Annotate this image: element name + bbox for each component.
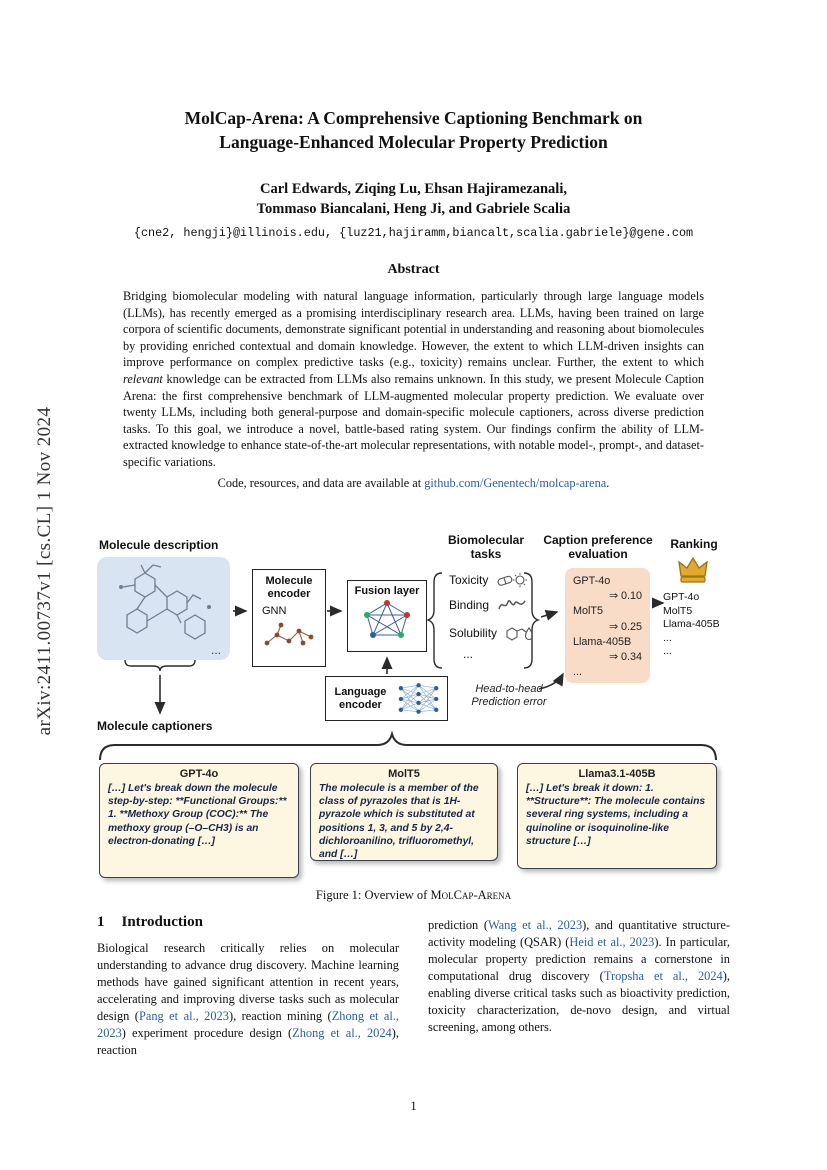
figure-caption <box>97 888 730 903</box>
authors-line-1: Carl Edwards, Ziqing Lu, Ehsan Hajiramezanali, <box>260 181 567 197</box>
text-run: ), reaction mining ( <box>228 1009 332 1023</box>
arxiv-watermark: arXiv:2411.00737v1 [cs.CL] 1 Nov 2024 <box>34 406 55 736</box>
ranking-label: Ranking <box>670 537 718 551</box>
biomolecular-tasks-label: Biomolecular tasks <box>447 533 525 561</box>
task-binding-label: Binding <box>449 598 490 612</box>
ranking-item-1: GPT-4o <box>663 591 700 603</box>
paper-header <box>97 0 730 240</box>
citation-link[interactable]: Heid et al., 2023 <box>569 935 655 949</box>
captioner-title-molt5: MolT5 <box>388 768 420 780</box>
preference-more: ... <box>573 666 582 679</box>
figure-caption-name: MolCap-Arena <box>430 888 512 902</box>
head-to-head-label: Head-to-head Prediction error <box>471 683 547 708</box>
molecule-structure-panel <box>97 557 230 660</box>
text-run: ), reaction <box>97 1026 399 1057</box>
binding-ribbon-icon <box>498 597 526 613</box>
intro-paragraph-left <box>97 940 399 1059</box>
title-line-2: Language-Enhanced Molecular Property Prediction <box>219 132 608 152</box>
ranking-item-3: Llama-405B <box>663 618 720 630</box>
left-column <box>97 914 399 1059</box>
task-binding <box>449 597 526 613</box>
figure-1-diagram <box>97 533 730 886</box>
task-more <box>463 647 473 661</box>
language-network-icon <box>394 680 443 718</box>
captioner-box-gpt4o <box>99 763 299 878</box>
captioner-title-gpt4o: GPT-4o <box>179 768 219 780</box>
availability-prefix: Code, resources, and data are available at <box>217 475 425 490</box>
gnn-graph-icon <box>261 617 317 653</box>
right-column <box>428 914 730 1059</box>
molecule-captioners-label: Molecule captioners <box>97 719 213 733</box>
language-encoder-box <box>325 676 448 721</box>
captioner-text-molt5: The molecule is a member of the class of pyrazoles that is 1H-pyrazole which is substituted at positions 1, 3, and 5 by 2,4-dichloroanilino, trifluoromethyl, and […] <box>319 783 479 861</box>
text-run: ). In particular, molecular property prediction remains a cornerstone in computational drug discovery ( <box>428 935 730 983</box>
preference-score-3: ⇒ 0.34 <box>608 651 642 664</box>
task-toxicity <box>449 571 527 589</box>
text-run: relevant <box>123 371 163 386</box>
text-run: ), and quantitative structure-activity modeling (QSAR) ( <box>428 918 731 949</box>
task-solubility-label: Solubility <box>449 626 498 640</box>
ranking-item-2: MolT5 <box>663 604 693 617</box>
molecule-ellipsis: ... <box>210 643 221 657</box>
captioner-text-gpt4o: […] Let's break down the molecule step-by-step: **Functional Groups:** 1. **Methoxy Group (COC):** The methoxy group (–O–CH3) is an electron-donating […] <box>108 783 287 847</box>
text-run: knowledge can be extracted from LLMs also remains unknown. In this study, we present Molecule Caption Arena: the first comprehensive benchmark of LLM-augmented molecular property prediction. We evaluate over twenty LLMs, including both general-purpose and domain-specific molecule captioners, across diverse prediction tasks. To this goal, we introduce a novel, battle-based rating system. Our findings confirm the ability of LLM-extracted knowledge to enhance state-of-the-art molecular representations, with notable model-, prompt-, and dataset-specific variations. <box>123 371 704 469</box>
fusion-layer-box <box>347 580 427 652</box>
page-number: 1 <box>410 1099 417 1113</box>
section-number: 1 <box>97 914 105 930</box>
fusion-network-icon <box>360 597 414 641</box>
citation-link[interactable]: Zhong et al., 2023 <box>97 1009 400 1040</box>
preference-score-1: ⇒ 0.10 <box>608 590 642 603</box>
author-emails: {cne2, hengji}@illinois.edu, {luz21,hajiramm,biancalt,scalia.gabriele}@gene.com <box>133 226 694 240</box>
citation-link[interactable]: Zhong et al., 2024 <box>292 1026 392 1040</box>
caption-preference-label: Caption preference evaluation <box>543 533 653 561</box>
captioner-title-llama: Llama3.1-405B <box>578 768 656 780</box>
task-more-label: ... <box>463 647 474 661</box>
ranking-item-4: ... <box>663 631 672 644</box>
paper-title <box>97 106 730 154</box>
body-columns <box>97 914 730 1059</box>
preference-box <box>565 568 650 683</box>
preference-model-3: Llama-405B <box>573 635 632 648</box>
solubility-droplet-icon <box>506 624 534 642</box>
citation-link[interactable]: Pang et al., 2023 <box>138 1009 229 1023</box>
captioner-box-llama <box>517 763 717 869</box>
captioner-box-molt5 <box>310 763 498 861</box>
author-list <box>97 179 730 219</box>
gnn-label: GNN <box>262 605 287 617</box>
captioner-text-llama: […] Let's break it down: 1. **Structure**: The molecule contains several ring systems, including a quinoline or isoquinoline-like structure […] <box>526 783 706 847</box>
ranking-list <box>663 591 720 659</box>
preference-model-1: GPT-4o <box>573 575 611 587</box>
preference-model-2: MolT5 <box>573 605 603 618</box>
fusion-layer-title: Fusion layer <box>354 585 420 597</box>
abstract-section <box>97 262 730 491</box>
section-1-heading <box>97 914 399 931</box>
crown-icon <box>676 555 710 585</box>
text-run: Bridging biomolecular modeling with natural language information, particularly through large language models (LLMs), has recently emerged as a promising interdisciplinary research area. LLMs, having been trained on large corpora of scientific documents, demonstrate significant potential in understanding and reasoning about biomolecules by providing enriched contextual and domain knowledge. However, the extent to which LLM-driven insights can improve performance on complex predictive tasks (e.g., toxicity) remains unclear. Further, the extent to which <box>123 289 704 370</box>
molecule-encoder-title: Molecule encoder <box>265 575 313 600</box>
citation-link[interactable]: Wang et al., 2023 <box>487 918 583 932</box>
task-toxicity-label: Toxicity <box>449 573 489 587</box>
text-run: ), enabling diverse critical tasks such as bioactivity prediction, toxicity characterization, de-novo design, and virtual screening, among others. <box>428 969 730 1034</box>
ranking-item-5: ... <box>663 645 672 657</box>
abstract-heading: Abstract <box>387 262 440 277</box>
citation-link[interactable]: Tropsha et al., 2024 <box>603 969 723 983</box>
section-title: Introduction <box>121 914 203 930</box>
molecule-encoder-box <box>252 569 326 667</box>
toxicity-pill-icon <box>497 571 527 589</box>
availability-line <box>97 476 730 491</box>
title-line-1: MolCap-Arena: A Comprehensive Captioning Benchmark on <box>184 108 643 128</box>
molecule-description-label: Molecule description <box>99 538 219 552</box>
github-link[interactable]: github.com/Genentech/molcap-arena <box>424 475 607 490</box>
text-run: ) experiment procedure design ( <box>121 1026 293 1040</box>
text-run: prediction ( <box>428 918 488 932</box>
text-run: Biological research critically relies on molecular understanding to advance drug discovery. Machine learning methods have gained significant attention in recent years, accelerating and improving diverse tasks such as molecular design ( <box>97 941 399 1023</box>
task-solubility <box>449 624 534 642</box>
intro-paragraph-right <box>428 917 730 1036</box>
figure-caption-prefix: Figure 1: Overview of <box>315 888 431 902</box>
availability-suffix: . <box>606 475 610 490</box>
authors-line-2: Tommaso Biancalani, Heng Ji, and Gabriele Scalia <box>256 201 571 217</box>
preference-score-2: ⇒ 0.25 <box>608 620 642 633</box>
language-encoder-title: Language encoder <box>334 686 387 711</box>
abstract-text <box>123 288 704 471</box>
